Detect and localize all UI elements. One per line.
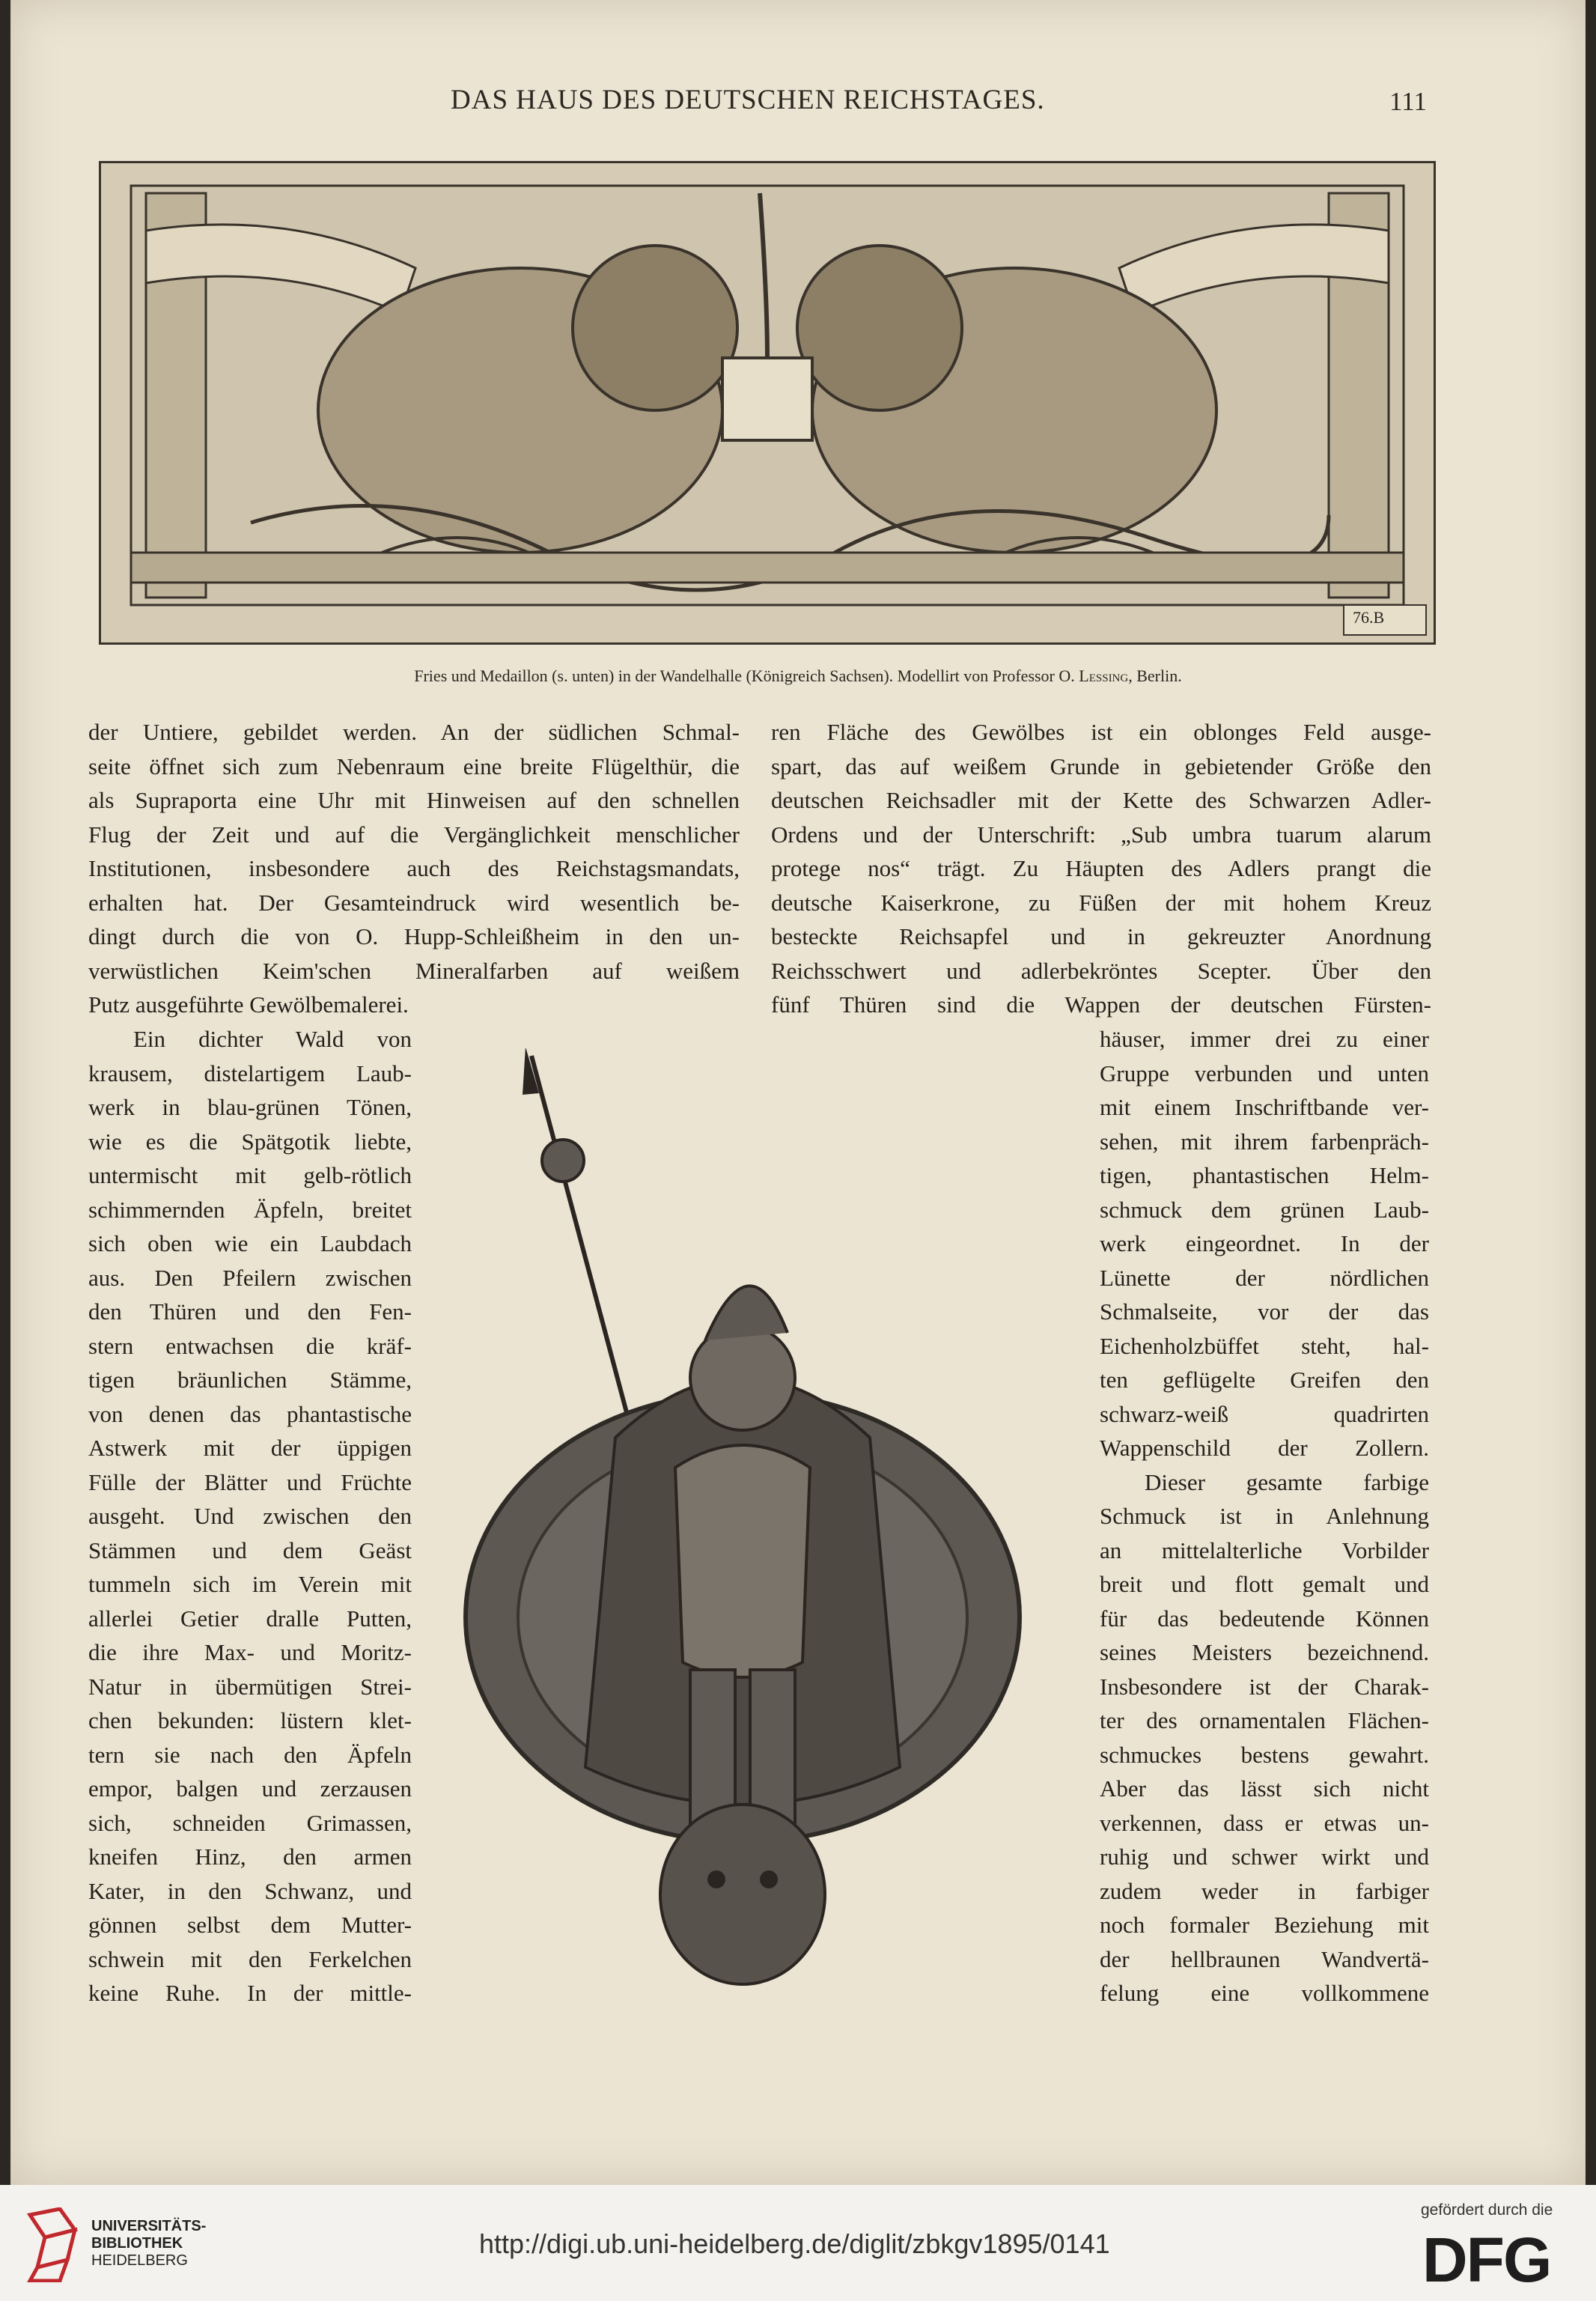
text-line: werk eingeordnet. In der [1100, 1230, 1429, 1256]
frieze-monogram: 76.B [1353, 608, 1385, 627]
text-line: wie es die Spätgotik liebte, [88, 1128, 412, 1155]
library-name-line: BIBLIOTHEK [91, 2235, 183, 2252]
library-name-line: HEIDELBERG [91, 2252, 188, 2269]
text-line: Schmalseite, vor der das [1100, 1298, 1429, 1325]
text-line: untermischt mit gelb-rötlich [88, 1162, 412, 1188]
medallion-drawing [451, 1048, 1035, 2007]
text-line: sich, schneiden Grimassen, [88, 1809, 412, 1836]
university-library-logo-icon[interactable] [22, 2207, 82, 2282]
caption-end: , Berlin. [1128, 666, 1182, 685]
text-line: Aber das lässt sich nicht [1100, 1775, 1429, 1802]
text-line: von denen das phantastische [88, 1400, 412, 1427]
text-line: besteckte Reichsapfel und in gekreuzter Anordnung [771, 923, 1431, 949]
text-line: Natur in übermütigen Strei- [88, 1673, 412, 1700]
text-line: tigen, phantastischen Helm- [1100, 1162, 1429, 1188]
text-line: Schmuck ist in Anlehnung [1100, 1503, 1429, 1529]
text-line: stern entwachsen die kräf- [88, 1332, 412, 1359]
text-line: erhalten hat. Der Gesamteindruck wird wesentlich be- [88, 889, 740, 916]
text-line: Ein dichter Wald von [133, 1026, 412, 1052]
text-line: allerlei Getier dralle Putten, [88, 1605, 412, 1632]
text-line: schimmernden Äpfeln, breitet [88, 1196, 412, 1223]
text-line: breit und flott gemalt und [1100, 1571, 1429, 1597]
text-line: verkennen, dass er etwas un- [1100, 1809, 1429, 1836]
text-line: aus. Den Pfeilern zwischen [88, 1264, 412, 1291]
text-line: Dieser gesamte farbige [1145, 1468, 1429, 1495]
text-line: schmuck dem grünen Laub- [1100, 1196, 1429, 1223]
medallion-illustration [451, 1048, 1035, 2007]
text-line: Flug der Zeit und auf die Vergänglichkeit menschlicher [88, 821, 740, 848]
text-line: Wappenschild der Zollern. [1100, 1435, 1429, 1461]
text-line: der hellbraunen Wandvertä- [1100, 1945, 1429, 1972]
text-line: schwarz-weiß quadrirten [1100, 1400, 1429, 1427]
scanned-page [10, 0, 1586, 2185]
text-line: Fülle der Blätter und Früchte [88, 1468, 412, 1495]
right-column-top [771, 715, 1431, 1022]
text-line: Reichsschwert und adlerbekröntes Scepter. Über den [771, 957, 1431, 984]
text-line: für das bedeutende Können [1100, 1605, 1429, 1632]
text-line: ausgeht. Und zwischen den [88, 1503, 412, 1529]
text-line: Astwerk mit der üppigen [88, 1435, 412, 1461]
text-line: deutschen Reichsadler mit der Kette des Schwarzen Adler- [771, 787, 1431, 813]
library-name-line: UNIVERSITÄTS- [91, 2218, 207, 2234]
frieze-drawing [101, 163, 1434, 642]
text-line: gönnen selbst dem Mutter- [88, 1912, 412, 1938]
left-column-top [88, 715, 740, 1022]
text-line: ter des ornamentalen Flächen- [1100, 1707, 1429, 1733]
text-line: tigen bräunlichen Stämme, [88, 1367, 412, 1393]
text-line: spart, das auf weißem Grunde in gebietender Größe den [771, 753, 1431, 779]
text-line: der Untiere, gebildet werden. An der südlichen Schmal- [88, 719, 740, 745]
text-line: deutsche Kaiserkrone, zu Füßen der mit hohem Kreuz [771, 889, 1431, 916]
frieze-illustration [99, 161, 1436, 645]
text-line: fünf Thüren sind die Wappen der deutschen Fürsten- [771, 991, 1431, 1018]
text-line: häuser, immer drei zu einer [1100, 1026, 1429, 1052]
text-line: Putz ausgeführte Gewölbemalerei. [88, 991, 409, 1018]
right-column-narrow [1100, 1022, 1429, 2010]
text-line: werk in blau-grünen Tönen, [88, 1094, 412, 1120]
text-line: tummeln sich im Verein mit [88, 1571, 412, 1597]
source-url-link[interactable]: http://digi.ub.uni-heidelberg.de/diglit/zbkgv1895/0141 [479, 2228, 1110, 2259]
text-line: an mittelalterliche Vorbilder [1100, 1536, 1429, 1563]
text-line: chen bekunden: lüstern klet- [88, 1707, 412, 1733]
digitization-footer [0, 2185, 1596, 2301]
text-line: kneifen Hinz, den armen [88, 1843, 412, 1870]
text-line: schwein mit den Ferkelchen [88, 1945, 412, 1972]
text-line: Kater, in den Schwanz, und [88, 1877, 412, 1904]
text-line: sehen, mit ihrem farbenpräch- [1100, 1128, 1429, 1155]
page-number: 111 [1389, 87, 1427, 116]
figure-caption [10, 666, 1586, 686]
text-line: die ihre Max- und Moritz- [88, 1639, 412, 1665]
text-line: Eichenholzbüffet steht, hal- [1100, 1332, 1429, 1359]
text-line: ren Fläche des Gewölbes ist ein oblonges Feld ausge- [771, 719, 1431, 745]
text-line: schmuckes bestens gewahrt. [1100, 1741, 1429, 1768]
caption-text: Fries und Medaillon (s. unten) in der Wandelhalle (Königreich Sachsen). Modellirt von Professor O. [414, 666, 1079, 685]
text-line: Insbesondere ist der Charak- [1100, 1673, 1429, 1700]
text-line: keine Ruhe. In der mittle- [88, 1980, 412, 2006]
text-line: Ordens und der Unterschrift: „Sub umbra tuarum alarum [771, 821, 1431, 848]
caption-artist: Lessing [1079, 666, 1129, 685]
text-line: als Supraporta eine Uhr mit Hinweisen auf den schnellen [88, 787, 740, 813]
funding-note: gefördert durch die [1421, 2201, 1553, 2219]
text-line: dingt durch die von O. Hupp-Schleißheim in den un- [88, 923, 740, 949]
text-line: zudem weder in farbiger [1100, 1877, 1429, 1904]
text-line: ruhig und schwer wirkt und [1100, 1843, 1429, 1870]
text-line: ten geflügelte Greifen den [1100, 1367, 1429, 1393]
running-head: DAS HAUS DES DEUTSCHEN REICHSTAGES. [451, 85, 1045, 115]
text-line: felung eine vollkommene [1100, 1980, 1429, 2006]
text-line: tern sie nach den Äpfeln [88, 1741, 412, 1768]
text-line: sich oben wie ein Laubdach [88, 1230, 412, 1256]
left-column-narrow [88, 1022, 412, 2010]
text-line: krausem, distelartigem Laub- [88, 1060, 412, 1086]
text-line: protege nos“ trägt. Zu Häupten des Adlers prangt die [771, 855, 1431, 881]
text-line: seite öffnet sich zum Nebenraum eine breite Flügelthür, die [88, 753, 740, 779]
text-line: verwüstlichen Keim'schen Mineralfarben auf weißem [88, 957, 740, 984]
text-line: seines Meisters bezeichnend. [1100, 1639, 1429, 1665]
university-library-name [91, 2218, 206, 2270]
text-line: den Thüren und den Fen- [88, 1298, 412, 1325]
text-line: Lünette der nördlichen [1100, 1264, 1429, 1291]
dfg-logo[interactable]: DFG [1422, 2225, 1551, 2295]
text-line: Gruppe verbunden und unten [1100, 1060, 1429, 1086]
text-line: mit einem Inschriftbande ver- [1100, 1094, 1429, 1120]
text-line: noch formaler Beziehung mit [1100, 1912, 1429, 1938]
text-line: Stämmen und dem Geäst [88, 1536, 412, 1563]
text-line: Institutionen, insbesondere auch des Reichstagsmandats, [88, 855, 740, 881]
text-line: empor, balgen und zerzausen [88, 1775, 412, 1802]
